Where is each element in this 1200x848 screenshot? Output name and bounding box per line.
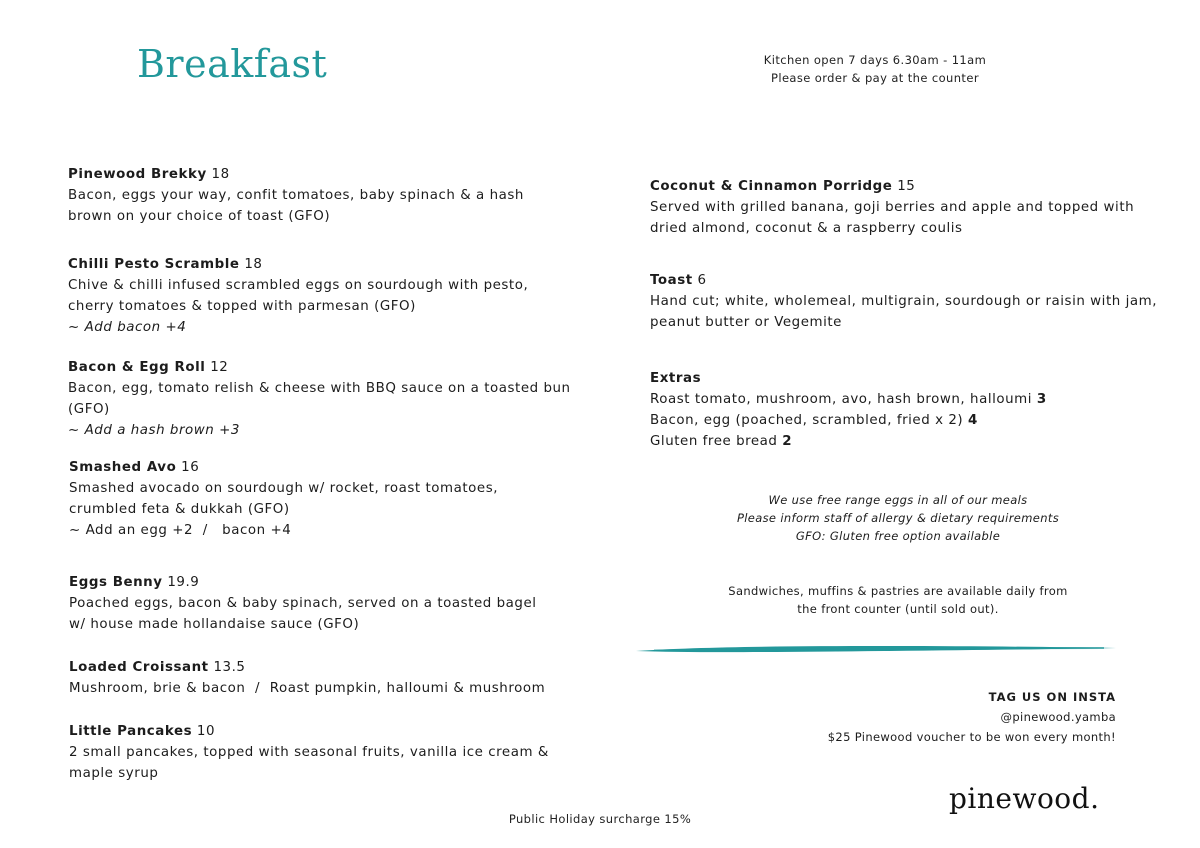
item-desc: crumbled feta & dukkah (GFO) [69, 502, 290, 517]
menu-item-pinewood-brekky [68, 164, 524, 227]
item-price: 6 [697, 273, 707, 288]
item-desc: peanut butter or Vegemite [650, 315, 842, 330]
item-name: Little Pancakes [69, 724, 193, 739]
daily-line: Sandwiches, muffins & pastries are available daily from [728, 584, 1068, 598]
item-name: Chilli Pesto Scramble [68, 257, 240, 272]
item-desc: Mushroom, brie & bacon / Roast pumpkin, halloumi & mushroom [69, 681, 546, 696]
social-block [780, 687, 1116, 747]
item-name: Bacon & Egg Roll [68, 360, 206, 375]
extras-text: Gluten free bread [650, 434, 778, 449]
menu-item-smashed-avo [69, 457, 498, 541]
item-price: 18 [244, 257, 263, 272]
extras-text: Bacon, egg (poached, scrambled, fried x 2) [650, 413, 964, 428]
note-line: We use free range eggs in all of our meals [768, 493, 1028, 507]
item-addon: ~ Add bacon +4 [68, 320, 187, 335]
extras-line [650, 431, 1047, 452]
item-price: 16 [181, 460, 200, 475]
item-desc: w/ house made hollandaise sauce (GFO) [69, 617, 360, 632]
menu-item-bacon-egg-roll [68, 357, 571, 441]
note-line: Please inform staff of allergy & dietary requirements [736, 511, 1060, 525]
menu-item-chilli-pesto-scramble [68, 254, 528, 338]
menu-item-loaded-croissant [69, 657, 545, 699]
item-price: 19.9 [167, 575, 200, 590]
insta-tag-heading: TAG US ON INSTA [988, 690, 1116, 704]
menu-item-toast [650, 270, 1157, 333]
item-desc: 2 small pancakes, topped with seasonal fruits, vanilla ice cream & [69, 745, 549, 760]
item-price: 18 [211, 167, 230, 182]
item-desc: Poached eggs, bacon & baby spinach, served on a toasted bagel [69, 596, 537, 611]
item-name: Eggs Benny [69, 575, 163, 590]
item-price: 10 [196, 724, 216, 739]
item-desc: Bacon, eggs your way, confit tomatoes, baby spinach & a hash [68, 188, 524, 203]
item-desc: Bacon, egg, tomato relish & cheese with BBQ sauce on a toasted bun [68, 381, 571, 396]
extras-line [650, 389, 1047, 410]
menu-item-eggs-benny [69, 572, 537, 635]
item-desc: Smashed avocado on sourdough w/ rocket, roast tomatoes, [69, 481, 499, 496]
menu-item-coconut-porridge [650, 176, 1134, 239]
hours-line: Kitchen open 7 days 6.30am - 11am [763, 53, 987, 67]
item-price: 15 [897, 179, 916, 194]
order-line: Please order & pay at the counter [771, 71, 979, 85]
item-desc: maple syrup [69, 766, 159, 781]
pinewood-logo: pinewood. [949, 782, 1100, 815]
extras-price: 2 [782, 434, 793, 449]
insta-handle: @pinewood.yamba [1000, 710, 1116, 724]
item-price: 12 [210, 360, 229, 375]
item-desc: dried almond, coconut & a raspberry coulis [650, 221, 963, 236]
item-addon: ~ Add an egg +2 / bacon +4 [69, 523, 292, 538]
extras-price: 3 [1036, 392, 1047, 407]
extras-line [650, 410, 1047, 431]
item-desc: (GFO) [68, 402, 110, 417]
item-name: Coconut & Cinnamon Porridge [650, 179, 893, 194]
item-name: Smashed Avo [69, 460, 177, 475]
item-name: Pinewood Brekky [68, 167, 207, 182]
item-addon: ~ Add a hash brown +3 [68, 423, 240, 438]
page-title: Breakfast [137, 42, 328, 86]
extras-text: Roast tomato, mushroom, avo, hash brown, halloumi [650, 392, 1033, 407]
daily-availability [700, 582, 1096, 618]
voucher-promo: $25 Pinewood voucher to be won every month! [827, 730, 1116, 744]
item-desc: Chive & chilli infused scrambled eggs on sourdough with pesto, [68, 278, 529, 293]
extras-heading: Extras [650, 371, 702, 386]
surcharge-note: Public Holiday surcharge 15% [508, 812, 692, 826]
item-desc: cherry tomatoes & topped with parmesan (GFO) [68, 299, 416, 314]
menu-extras [650, 368, 1047, 452]
menu-item-little-pancakes [69, 721, 549, 784]
item-desc: brown on your choice of toast (GFO) [68, 209, 331, 224]
item-name: Loaded Croissant [69, 660, 209, 675]
dietary-notes [700, 491, 1096, 545]
item-price: 13.5 [213, 660, 246, 675]
item-name: Toast [650, 273, 693, 288]
item-desc: Hand cut; white, wholemeal, multigrain, sourdough or raisin with jam, [650, 294, 1158, 309]
daily-line: the front counter (until sold out). [797, 602, 999, 616]
extras-price: 4 [968, 413, 978, 428]
teal-brush-stroke [634, 642, 1118, 656]
item-desc: Served with grilled banana, goji berries and apple and topped with [650, 200, 1135, 215]
kitchen-hours [700, 51, 1050, 87]
note-line: GFO: Gluten free option available [795, 529, 1001, 543]
